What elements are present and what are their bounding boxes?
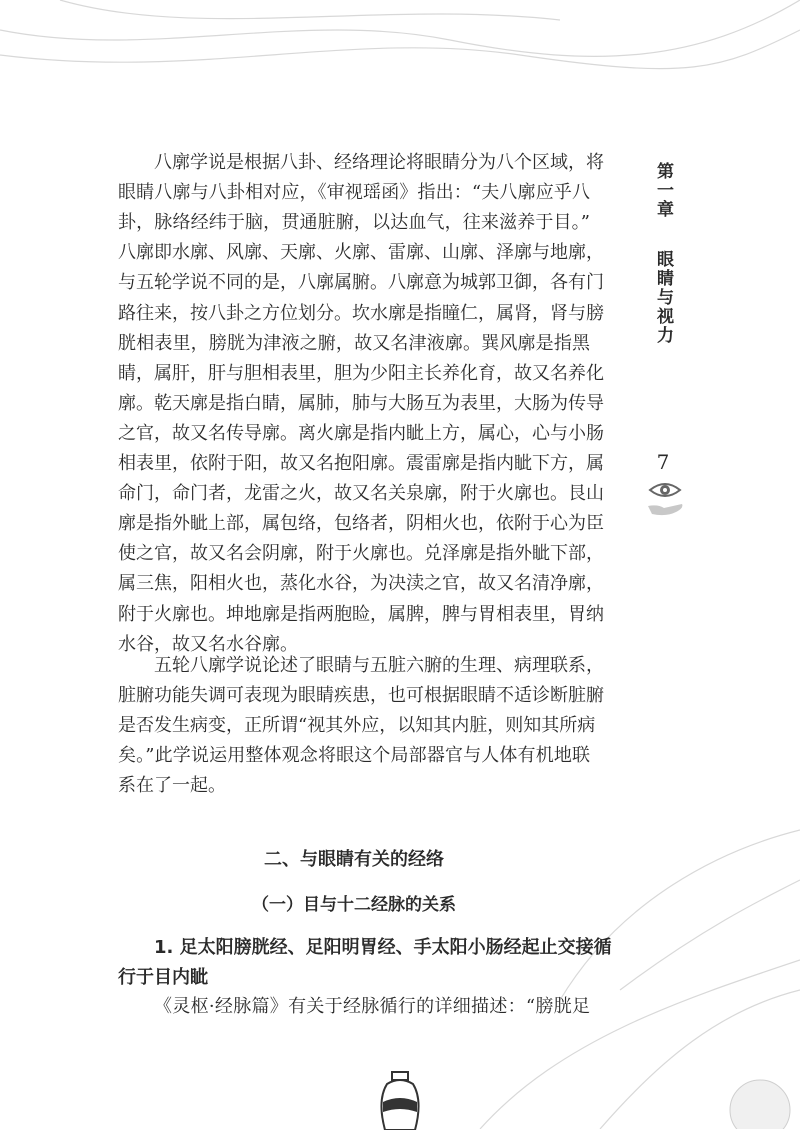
- paragraph-1-line: 胱相表里，膀胱为津液之腑，故又名津液廓。巽风廓是指黑: [118, 332, 590, 354]
- chapter-title: 眼睛与视力: [653, 250, 673, 345]
- paragraph-1-line: 相表里，依附于阳，故又名抱阳廓。震雷廓是指内眦下方，属: [118, 453, 604, 474]
- paragraph-2-line: 矣。”此学说运用整体观念将眼这个局部器官与人体有机地联: [118, 745, 590, 766]
- vase-ornament-icon: [375, 1070, 425, 1130]
- paragraph-1-line: 卦，脉络经纬于脑，贯通脏腑，以达血气，往来滋养于目。”: [118, 212, 590, 234]
- paragraph-1-line: 八廓即水廓、风廓、天廓、火廓、雷廓、山廓、泽廓与地廓，: [118, 242, 604, 264]
- paragraph-1-line: 廓。乾天廓是指白睛，属肺，肺与大肠互为表里，大肠为传导: [118, 392, 604, 414]
- subsection-heading: （一）目与十二经脉的关系: [252, 895, 456, 915]
- numbered-item-heading-line: 1. 足太阳膀胱经、足阳明胃经、手太阳小肠经起止交接循: [154, 937, 612, 958]
- paragraph-1-line: 使之官，故又名会阴廓，附于火廓也。兑泽廓是指外眦下部，: [118, 543, 604, 565]
- paragraph-2-line: 脏腑功能失调可表现为眼睛疾患，也可根据眼睛不适诊断脏腑: [118, 685, 604, 706]
- paragraph-3-line: 《灵枢·经脉篇》有关于经脉循行的详细描述：“膀胱足: [154, 996, 590, 1017]
- paragraph-1-line: 属三焦，阳相火也，蒸化水谷，为决渎之官，故又名清净廓，: [118, 573, 604, 595]
- paragraph-1-line: 与五轮学说不同的是，八廓属腑。八廓意为城郭卫御，各有门: [118, 272, 604, 294]
- paragraph-1-line: 之官，故又名传导廓。离火廓是指内眦上方，属心，心与小肠: [118, 422, 604, 444]
- paragraph-1-line: 路往来，按八卦之方位划分。坎水廓是指瞳仁，属肾，肾与膀: [118, 302, 604, 324]
- chapter-label: 第一章: [653, 162, 673, 219]
- paragraph-1-line: 睛，属肝，肝与胆相表里，胆为少阳主长养化育，故又名养化: [118, 362, 604, 384]
- paragraph-1-line: 附于火廓也。坤地廓是指两胞睑，属脾，脾与胃相表里，胃纳: [118, 603, 604, 625]
- eye-icon: [648, 480, 682, 500]
- paragraph-1-line: 水谷，故又名水谷廓。: [118, 633, 298, 655]
- section-heading: 二、与眼睛有关的经络: [264, 849, 444, 870]
- paragraph-1-line: 命门，命门者，龙雷之火，故又名关泉廓，附于火廓也。艮山: [118, 483, 604, 505]
- page-number: 7: [656, 450, 670, 474]
- paragraph-2-line: 是否发生病变，正所谓“视其外应，以知其内脏，则知其所病: [118, 715, 596, 736]
- paragraph-2-line: 五轮八廓学说论述了眼睛与五脏六腑的生理、病理联系，: [154, 655, 604, 676]
- paragraph-1-line: 眼睛八廓与八卦相对应，《审视瑶函》指出：“夫八廓应乎八: [118, 182, 590, 204]
- numbered-item-heading-line: 行于目内眦: [118, 967, 208, 988]
- paragraph-1-line: 八廓学说是根据八卦、经络理论将眼睛分为八个区域，将: [154, 152, 604, 173]
- paragraph-1-line: 廓是指外眦上部，属包络，包络者，阴相火也，依附于心为臣: [118, 513, 604, 535]
- hand-icon: [646, 502, 686, 518]
- paragraph-2-line: 系在了一起。: [118, 775, 226, 796]
